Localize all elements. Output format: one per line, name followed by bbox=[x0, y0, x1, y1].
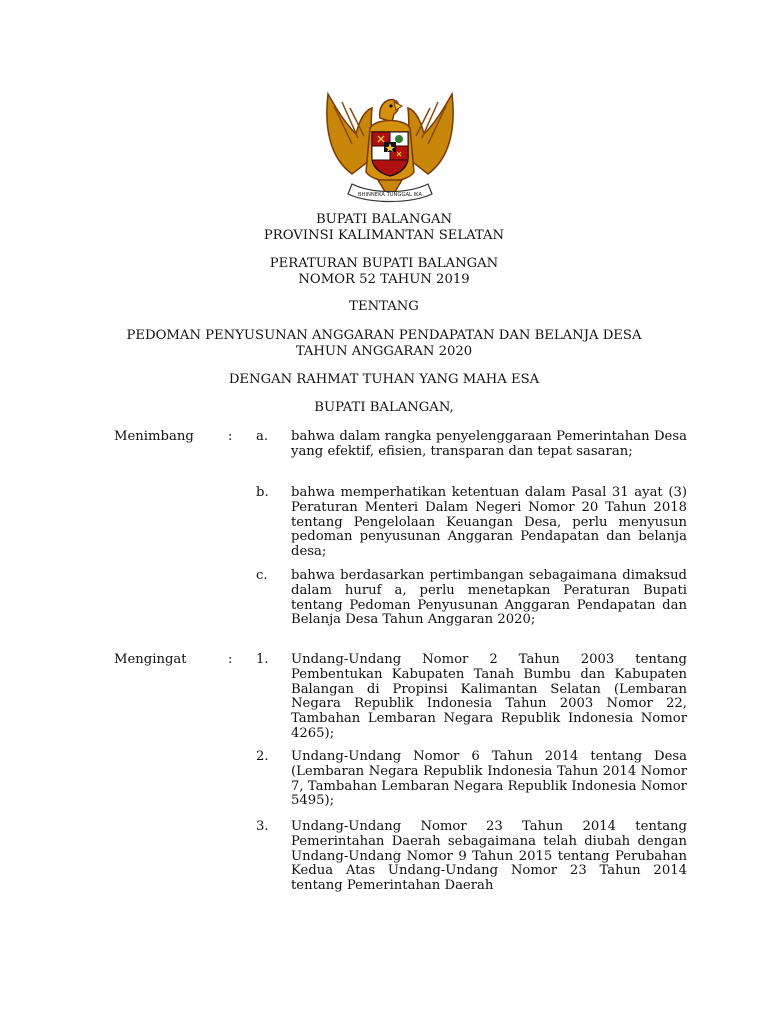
mengingat-label: Mengingat bbox=[114, 652, 187, 667]
menimbang-label: Menimbang bbox=[114, 429, 194, 444]
invocation: DENGAN RAHMAT TUHAN YANG MAHA ESA bbox=[228, 372, 540, 387]
mengingat-item-3: Undang-Undang Nomor 23 Tahun 2014 tentang Pemerintahan Daerah sebagaimana telah diubah dengan Undang-Undang Nomor 9 Tahun 2015 tentang Perubahan Kedua Atas Undang-Undang Nomor 23 Tahun 2014 tentang Pemerintahan Daerah bbox=[291, 819, 687, 894]
menimbang-colon: : bbox=[228, 429, 233, 444]
menimbang-item-c: bahwa berdasarkan pertimbangan sebagaimana dimaksud dalam huruf a, perlu menetapkan Peraturan Bupati tentang Pedoman Penyusunan Anggaran Pendapatan dan Belanja Desa Tahun Anggaran 2020; bbox=[291, 568, 687, 628]
menimbang-marker-b: b. bbox=[256, 485, 269, 500]
menimbang-item-a: bahwa dalam rangka penyelenggaraan Pemerintahan Desa yang efektif, efisien, transparan dan tepat sasaran; bbox=[291, 429, 687, 459]
about-heading: TENTANG bbox=[349, 299, 419, 314]
emblem-motto: BHINNEKA TUNGGAL IKA bbox=[358, 192, 422, 198]
regulation-number: NOMOR 52 TAHUN 2019 bbox=[298, 272, 470, 287]
issuer-signature-heading: BUPATI BALANGAN, bbox=[314, 400, 454, 415]
province-heading: PROVINSI KALIMANTAN SELATAN bbox=[263, 228, 505, 243]
mengingat-marker-3: 3. bbox=[256, 819, 269, 834]
mengingat-item-1: Undang-Undang Nomor 2 Tahun 2003 tentang Pembentukan Kabupaten Tanah Bumbu dan Kabupaten Balangan di Propinsi Kalimantan Selatan (Lembaran Negara Republik Indonesia Tahun 2003 Nomor 22, Tambahan Lembaran Negara Republik Indonesia Nomor 4265); bbox=[291, 652, 687, 741]
subject-line-2: TAHUN ANGGARAN 2020 bbox=[295, 344, 473, 359]
menimbang-marker-a: a. bbox=[256, 429, 269, 444]
mengingat-marker-2: 2. bbox=[256, 749, 269, 764]
mengingat-colon: : bbox=[228, 652, 233, 667]
issuer-heading: BUPATI BALANGAN bbox=[315, 212, 453, 227]
mengingat-marker-1: 1. bbox=[256, 652, 269, 667]
regulation-title: PERATURAN BUPATI BALANGAN bbox=[269, 256, 499, 271]
mengingat-item-2: Undang-Undang Nomor 6 Tahun 2014 tentang Desa (Lembaran Negara Republik Indonesia Tahun 2014 Nomor 7, Tambahan Lembaran Negara Republik Indonesia Nomor 5495); bbox=[291, 749, 687, 809]
menimbang-item-b: bahwa memperhatikan ketentuan dalam Pasal 31 ayat (3) Peraturan Menteri Dalam Negeri Nomor 20 Tahun 2018 tentang Pengelolaan Keuangan Desa, perlu menyusun pedoman penyusunan Anggaran Pendapatan dan belanja desa; bbox=[291, 485, 687, 560]
subject-line-1: PEDOMAN PENYUSUNAN ANGGARAN PENDAPATAN DAN BELANJA DESA bbox=[126, 328, 642, 343]
menimbang-marker-c: c. bbox=[256, 568, 268, 583]
